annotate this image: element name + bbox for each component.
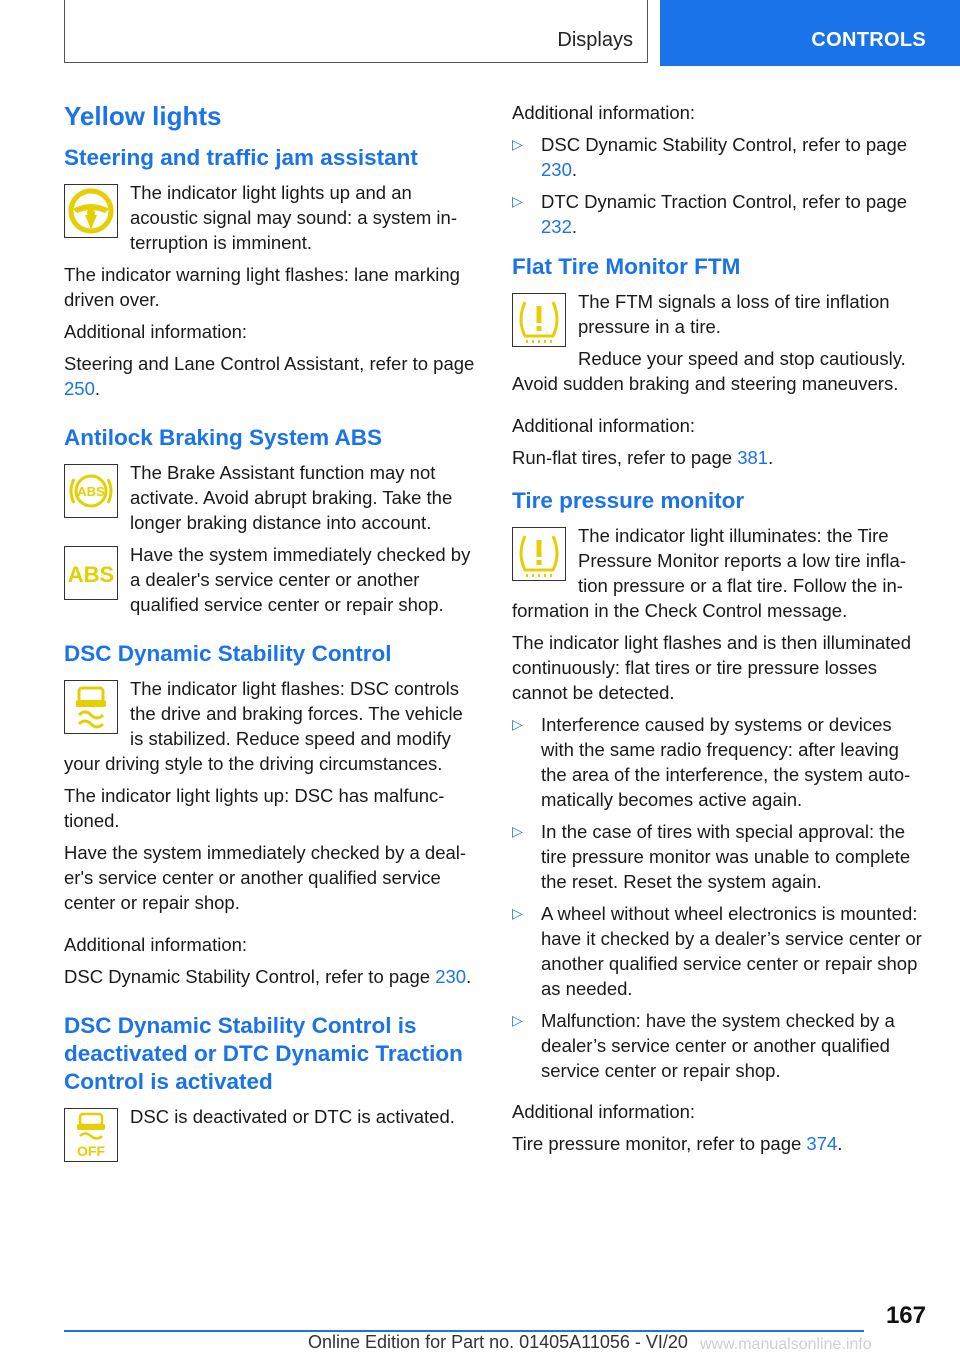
dsc-off-icon [64, 1108, 118, 1162]
abs-heading: Antilock Braking System ABS [64, 425, 382, 450]
dsc-p3: Have the system immediately checked by a dealer's service center or another qualified service center or repair shop. [64, 842, 467, 913]
ftm-p1: The FTM signals a loss of tire inflation pressure in a tire. [578, 291, 890, 337]
ref-suffix: . [94, 378, 101, 399]
steering-p1: The indicator light lights up and an acoustic signal may sound: a system interruption is imminent. [130, 182, 457, 253]
abs-text-icon [64, 546, 118, 600]
ref-suffix: . [768, 447, 774, 468]
yellow-lights-title: Yellow lights [64, 101, 222, 131]
dsc-off-icon-text: OFF [77, 1143, 105, 1159]
page-link-230[interactable]: 230 [541, 159, 572, 180]
tpm-p4 [512, 1131, 928, 1156]
ref-suffix: . [571, 159, 578, 180]
list-item-text: A wheel without wheel electronics is mounted: have it checked by a dealer’s service center or another qualified service center or repair shop as needed. [541, 903, 922, 999]
ref-text: Tire pressure monitor, refer to page [512, 1133, 807, 1154]
bullet-triangle-icon: ▷ [512, 1012, 523, 1028]
abs-p1: The Brake Assistant function may not activate. Avoid abrupt braking. Take the longer braking distance into account. [130, 462, 453, 533]
abs-circle-icon [64, 464, 118, 518]
dsc-heading: DSC Dynamic Stability Control [64, 641, 392, 666]
ref-suffix: . [571, 216, 578, 237]
section-tab [64, 0, 648, 63]
tpm-list [512, 712, 928, 1083]
ftm-heading: Flat Tire Monitor FTM [512, 254, 741, 279]
tpm-p1: The indicator light illuminates: the Tire Pressure Monitor reports a low tire inflation pressure or a flat tire. Follow the information in the Check Control message. [512, 525, 906, 621]
addl-info-label: Additional information: [512, 102, 696, 123]
list-item-text: Interference caused by systems or devices with the same radio frequency: after leaving the area of the interference, the system automatically becomes active again. [541, 714, 911, 810]
bullet-triangle-icon: ▷ [512, 193, 523, 209]
ref-text: DSC Dynamic Stability Control, refer to page [64, 966, 436, 987]
left-column [64, 100, 480, 1170]
tire-warning-icon [512, 527, 566, 581]
dsc-off-p1: DSC is deactivated or DTC is activated. [130, 1106, 455, 1127]
dsc-off-heading: DSC Dynamic Stability Control is deactivated or DTC Dynamic Traction Control is activated [64, 1013, 463, 1094]
page-link-374[interactable]: 374 [806, 1133, 838, 1154]
chapter-label: CONTROLS [811, 29, 926, 51]
ref-text: DTC Dynamic Traction Control, refer to page [541, 191, 908, 212]
list-item [512, 901, 928, 1001]
ftm-p2: Reduce your speed and stop cautiously. Avoid sudden braking and steering maneuvers. [512, 348, 906, 394]
page-link-250[interactable]: 250 [64, 378, 95, 399]
dsc-p2: The indicator light lights up: DSC has malfunctioned. [64, 785, 445, 831]
steering-p2: The indicator warning light flashes: lane marking driven over. [64, 264, 460, 310]
ref-text: DSC Dynamic Stability Control, refer to page [541, 134, 908, 155]
tire-warning-icon [512, 293, 566, 347]
tpm-p3: Additional information: [512, 1101, 696, 1122]
chapter-tab [660, 0, 960, 66]
dsc-p1: The indicator light flashes: DSC controls the drive and braking forces. The vehicle is stabilized. Reduce speed and modify your driving style to the driving circumstances. [64, 678, 463, 774]
bullet-triangle-icon: ▷ [512, 136, 523, 152]
list-item [512, 819, 928, 894]
list-item-text: In the case of tires with special approval: the tire pressure monitor was unable to complete the reset. Reset the system again. [541, 821, 911, 892]
page-link-232[interactable]: 232 [541, 216, 572, 237]
list-item [512, 132, 928, 182]
list-item-text: Malfunction: have the system checked by a dealer’s service center or another qualified service center or repair shop. [541, 1010, 895, 1081]
edition-text: Online Edition for Part no. 01405A11056 - VI/20 [308, 1332, 688, 1352]
svg-text:ABS: ABS [77, 484, 105, 499]
steering-heading: Steering and traffic jam assistant [64, 145, 418, 170]
tpm-heading: Tire pressure monitor [512, 488, 745, 513]
reference-list [512, 132, 928, 239]
ftm-p4 [512, 445, 928, 470]
list-item [512, 189, 928, 239]
right-column [512, 100, 928, 1163]
svg-text:ABS: ABS [67, 562, 115, 587]
bullet-triangle-icon: ▷ [512, 905, 523, 921]
page-number: 167 [885, 1302, 926, 1329]
steering-p4 [64, 351, 480, 401]
steering-wheel-icon [64, 184, 118, 238]
page-link-381[interactable]: 381 [737, 447, 769, 468]
ref-suffix: . [466, 966, 472, 987]
dsc-p5 [64, 964, 480, 989]
abs-p2: Have the system immediately checked by a dealer's service center or another qualified service center or repair shop. [130, 544, 471, 615]
page-header [0, 0, 960, 66]
ref-suffix: . [837, 1133, 843, 1154]
page-link-230[interactable]: 230 [435, 966, 467, 987]
dsc-p4: Additional information: [64, 934, 248, 955]
watermark: www.manualsonline.info [700, 1336, 872, 1353]
skidding-car-icon [64, 680, 118, 734]
ref-text: Run-flat tires, refer to page [512, 447, 738, 468]
bullet-triangle-icon: ▷ [512, 823, 523, 839]
list-item [512, 1008, 928, 1083]
section-label: Displays [557, 29, 633, 51]
bullet-triangle-icon: ▷ [512, 716, 523, 732]
ref-text: Steering and Lane Control Assistant, refer to page [64, 353, 475, 374]
list-item [512, 712, 928, 812]
steering-p3: Additional information: [64, 321, 248, 342]
tpm-p2: The indicator light flashes and is then illuminated continuously: flat tires or tire pressure losses cannot be detected. [512, 632, 912, 703]
ftm-p3: Additional information: [512, 415, 696, 436]
